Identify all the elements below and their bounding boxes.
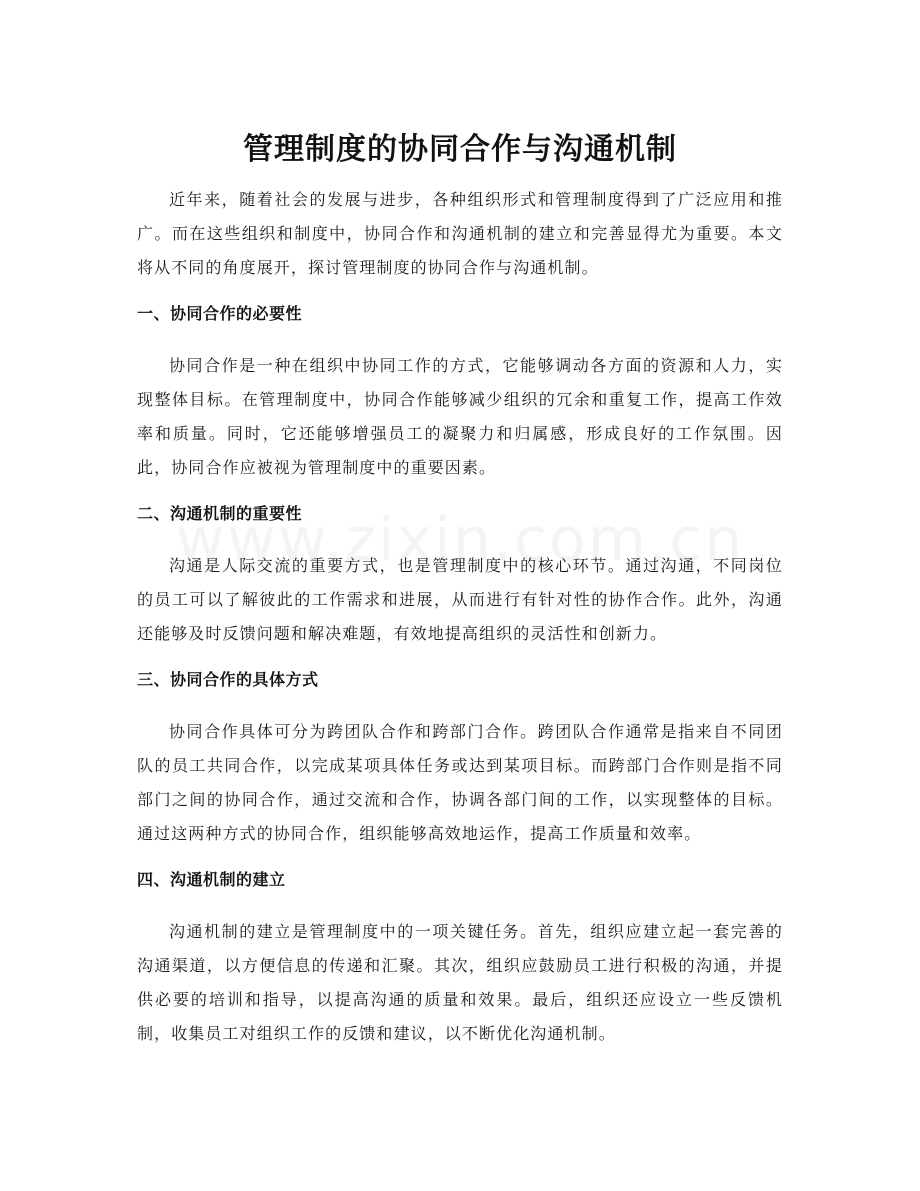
section-paragraph-2: 沟通是人际交流的重要方式，也是管理制度中的核心环节。通过沟通，不同岗位的员工可以了解彼此的工作需求和进展，从而进行有针对性的协作合作。此外，沟通还能够及时反馈问题和解决难题，有效地提高组织的灵活性和创新力。 [137,556,783,643]
section-heading-2: 二、沟通机制的重要性 [137,504,303,523]
section-heading-4: 四、沟通机制的建立 [137,870,286,889]
section-paragraph-3: 协同合作具体可分为跨团队合作和跨部门合作。跨团队合作通常是指来自不同团队的员工共同合作，以完成某项具体任务或达到某项目标。而跨部门合作则是指不同部门之间的协同合作，通过交流和合作，协调各部门间的工作，以实现整体的目标。通过这两种方式的协同合作，组织能够高效地运作，提高工作质量和效率。 [137,722,783,843]
document-body [137,183,783,1051]
intro-paragraph: 近年来，随着社会的发展与进步，各种组织形式和管理制度得到了广泛应用和推广。而在这些组织和制度中，协同合作和沟通机制的建立和完善显得尤为重要。本文将从不同的角度展开，探讨管理制度的协同合作与沟通机制。 [137,190,783,277]
section-heading-1: 一、协同合作的必要性 [137,304,303,323]
section-paragraph-1: 协同合作是一种在组织中协同工作的方式，它能够调动各方面的资源和人力，实现整体目标。在管理制度中，协同合作能够减少组织的冗余和重复工作，提高工作效率和质量。同时，它还能够增强员工的凝聚力和归属感，形成良好的工作氛围。因此，协同合作应被视为管理制度中的重要因素。 [137,356,783,477]
section-paragraph-4: 沟通机制的建立是管理制度中的一项关键任务。首先，组织应建立起一套完善的沟通渠道，以方便信息的传递和汇聚。其次，组织应鼓励员工进行积极的沟通，并提供必要的培训和指导，以提高沟通的质量和效果。最后，组织还应设立一些反馈机制，收集员工对组织工作的反馈和建议，以不断优化沟通机制。 [137,922,783,1043]
section-heading-3: 三、协同合作的具体方式 [137,670,319,689]
document-title: 管理制度的协同合作与沟通机制 [243,132,677,168]
